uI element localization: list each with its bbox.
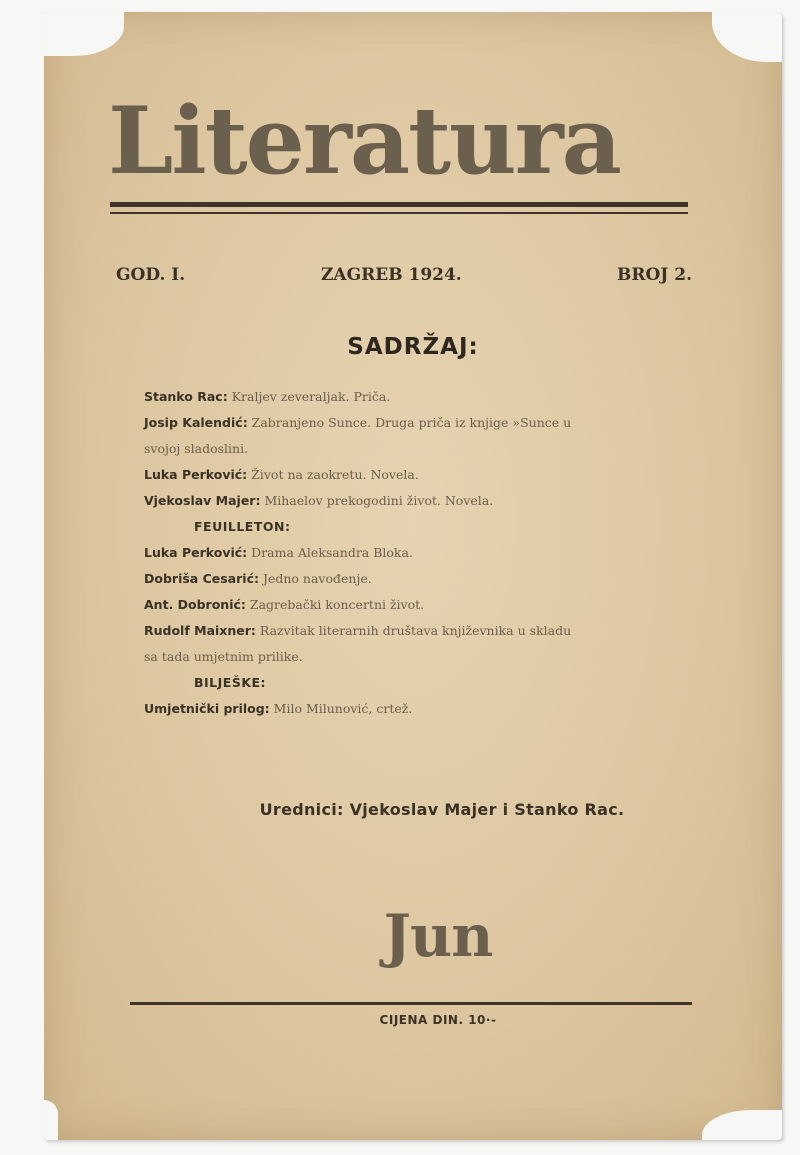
toc-entry-continuation — [144, 644, 672, 670]
toc-author: Ant. Dobronić: — [144, 597, 246, 612]
toc-work: Mihaelov prekogodini život. Novela. — [264, 493, 494, 508]
torn-corner-top-left — [44, 12, 124, 56]
editors-line: Urednici: Vjekoslav Majer i Stanko Rac. — [259, 800, 625, 819]
toc-work: Zagrebački koncertni život. — [249, 597, 425, 612]
toc-entry — [144, 488, 672, 514]
masthead-rule-thick — [110, 202, 688, 207]
toc-entry — [144, 696, 672, 722]
issue-place-date: ZAGREB 1924. — [321, 265, 462, 285]
toc-entry — [144, 384, 672, 410]
toc-author: Stanko Rac: — [144, 389, 228, 404]
toc-work: Drama Aleksandra Bloka. — [251, 545, 413, 560]
issue-number: BROJ 2. — [616, 265, 692, 285]
price-line: CIJENA DIN. 10·- — [379, 1013, 497, 1027]
toc-author: Luka Perković: — [144, 467, 248, 482]
toc-work: Razvitak literarnih društava književnika u skladu — [259, 623, 572, 638]
worn-edge-bottom-left — [44, 1100, 58, 1140]
toc-entry — [144, 566, 672, 592]
toc-work: Jedno navođenje. — [262, 571, 372, 586]
toc-entry — [144, 592, 672, 618]
footer-rule — [130, 1002, 692, 1005]
toc-work-continued: sa tada umjetnim prilike. — [144, 649, 303, 664]
toc-work-continued: svojoj sladoslini. — [144, 441, 249, 456]
table-of-contents — [144, 384, 672, 722]
torn-corner-bottom-right — [702, 1110, 782, 1140]
toc-entry — [144, 410, 672, 436]
toc-author: Luka Perković: — [144, 545, 248, 560]
magazine-cover — [44, 12, 782, 1140]
issue-info-line — [116, 265, 696, 289]
toc-entry — [144, 462, 672, 488]
toc-author: Josip Kalendić: — [144, 415, 248, 430]
toc-section-heading-feuilleton: FEUILLETON: — [194, 519, 291, 534]
toc-entry — [144, 618, 672, 644]
issue-year: GOD. I. — [116, 265, 186, 285]
masthead-title: Literatura — [108, 86, 620, 195]
toc-work: Milo Milunović, crtež. — [273, 701, 413, 716]
toc-author: Dobriša Cesarić: — [144, 571, 259, 586]
issue-month: Jun — [383, 902, 493, 970]
toc-author: Vjekoslav Majer: — [144, 493, 261, 508]
contents-heading: SADRŽAJ: — [347, 334, 479, 360]
toc-work: Zabranjeno Sunce. Druga priča iz knjige »Sunce u — [251, 415, 572, 430]
toc-author: Rudolf Maixner: — [144, 623, 256, 638]
toc-entry-continuation — [144, 436, 672, 462]
toc-entry — [144, 540, 672, 566]
toc-section-heading-notes: BILJEŠKE: — [194, 675, 267, 690]
toc-work: Život na zaokretu. Novela. — [251, 467, 419, 482]
masthead-rule-thin — [110, 212, 688, 214]
torn-corner-top-right — [712, 12, 782, 62]
toc-work: Kraljev zeveraljak. Priča. — [231, 389, 391, 404]
toc-author: Umjetnički prilog: — [144, 701, 270, 716]
